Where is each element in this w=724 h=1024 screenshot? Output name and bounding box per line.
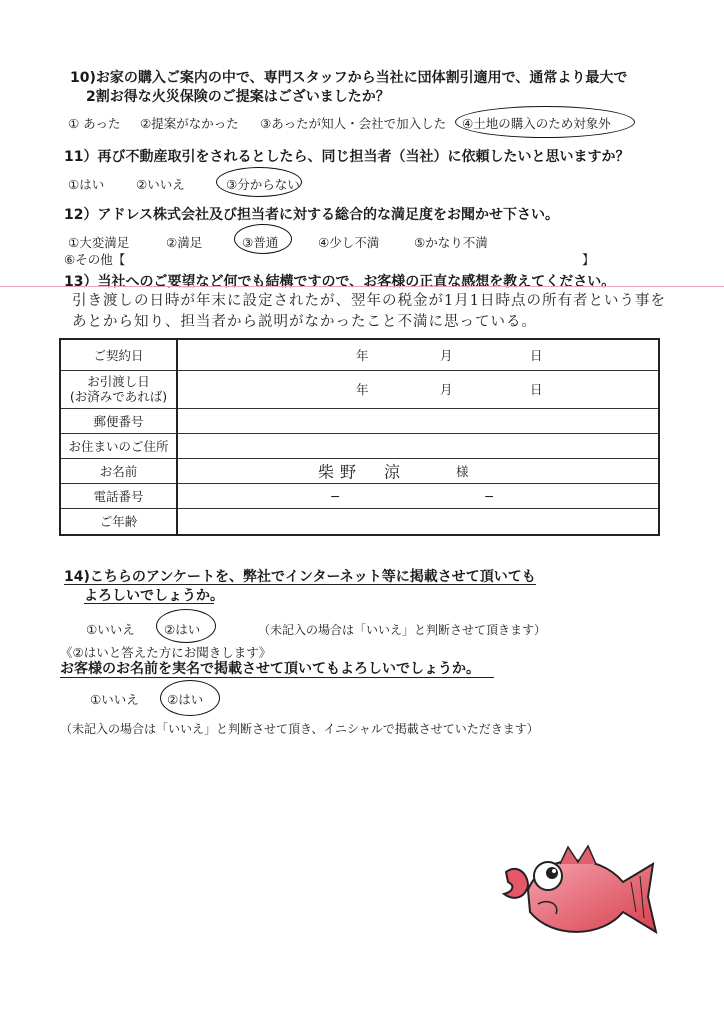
customer-info-table <box>59 338 660 536</box>
age-label: ご年齢 <box>60 508 177 535</box>
handover-date-label-line1: お引渡し日 <box>87 374 150 389</box>
address-label: お住まいのご住所 <box>60 433 177 458</box>
followup-heading: 《②はいと答えた方にお聞きします》 <box>60 645 272 660</box>
address-field[interactable] <box>177 433 659 458</box>
q11-option-2[interactable]: ②いいえ <box>136 177 185 192</box>
followup-selection-circle <box>160 680 220 716</box>
q13-question: 13）当社へのご要望など何でも結構ですので、お客様の正直な感想を教えてください。 <box>64 274 616 290</box>
q12-option-3[interactable]: ③普通 <box>242 235 279 250</box>
handover-date-label-line2: (お済みであれば) <box>69 389 168 404</box>
followup-note: （未記入の場合は「いいえ」と判断させて頂き、イニシャルで掲載させていただきます） <box>60 722 539 736</box>
q12-other-open: ⑥その他【 <box>64 252 126 267</box>
q14-option-yes[interactable]: ②はい <box>164 622 201 637</box>
phone-label: 電話番号 <box>60 483 177 508</box>
q13-answer-line2[interactable]: あとから知り、担当者から説明がなかったこと不満に思っている。 <box>72 314 537 330</box>
phone-field[interactable] <box>177 483 659 508</box>
name-label: お名前 <box>60 458 177 483</box>
q12-option-1[interactable]: ①大変満足 <box>68 235 130 250</box>
contract-date-label: ご契約日 <box>60 339 177 370</box>
q12-other-close: 】 <box>582 252 595 267</box>
table-row <box>60 433 659 458</box>
table-row <box>60 458 659 483</box>
year-label: 年 <box>356 382 369 397</box>
phone-dash-1: − <box>330 488 341 503</box>
q10-option-2[interactable]: ②提案がなかった <box>140 116 239 131</box>
followup-question: お客様のお名前を実名で掲載させて頂いてもよろしいでしょうか。 <box>60 661 480 677</box>
name-value: 柴野 涼 <box>318 462 407 481</box>
postal-code-label: 郵便番号 <box>60 408 177 433</box>
q10-question-line1: 10)お家の購入ご案内の中で、専門スタッフから当社に団体割引適用で、通常より最大で <box>70 70 628 86</box>
handover-date-label <box>60 370 177 408</box>
day-label: 日 <box>530 382 543 397</box>
q12-option-2[interactable]: ②満足 <box>166 235 203 250</box>
table-row <box>60 370 659 408</box>
q14-option-no[interactable]: ①いいえ <box>86 622 135 637</box>
q14-question-line1: 14)こちらのアンケートを、弊社でインターネット等に掲載させて頂いても <box>64 569 536 585</box>
q14-note: （未記入の場合は「いいえ」と判断させて頂きます） <box>258 623 547 637</box>
q12-selection-circle <box>234 224 292 254</box>
followup-option-yes[interactable]: ②はい <box>167 692 204 707</box>
q14-selection-circle <box>156 609 216 643</box>
margin-line <box>0 286 724 287</box>
sea-bream-fish-icon <box>498 842 658 942</box>
day-label: 日 <box>530 347 543 363</box>
month-label: 月 <box>440 347 453 363</box>
q14-underline-2 <box>84 603 214 604</box>
followup-option-no[interactable]: ①いいえ <box>90 692 139 707</box>
q10-option-4[interactable]: ④土地の購入のため対象外 <box>462 116 611 131</box>
table-row <box>60 508 659 535</box>
honorific-label: 様 <box>456 463 469 479</box>
q13-answer-line1[interactable]: 引き渡しの日時が年末に設定されたが、翌年の税金が1月1日時点の所有者という事を <box>72 293 666 309</box>
q12-option-5[interactable]: ⑤かなり不満 <box>414 235 488 250</box>
q11-selection-circle <box>216 167 302 197</box>
q12-option-4[interactable]: ④少し不満 <box>318 235 380 250</box>
q11-question: 11）再び不動産取引をされるとしたら、同じ担当者（当社）に依頼したいと思いますか？ <box>64 149 630 165</box>
year-label: 年 <box>356 347 369 363</box>
phone-dash-2: − <box>484 488 495 503</box>
q10-option-3[interactable]: ③あったが知人・会社で加入した <box>260 116 447 131</box>
handover-date-field[interactable] <box>177 370 659 408</box>
name-field[interactable] <box>177 458 659 483</box>
table-row <box>60 483 659 508</box>
age-field[interactable] <box>177 508 659 535</box>
q10-option-1[interactable]: ① あった <box>68 116 121 131</box>
table-row <box>60 339 659 370</box>
q10-question-line2: 2割お得な火災保険のご提案はございましたか？ <box>86 89 390 105</box>
table-row <box>60 408 659 433</box>
postal-code-field[interactable] <box>177 408 659 433</box>
followup-underline <box>60 677 494 678</box>
q11-option-3[interactable]: ③分からない <box>226 177 300 192</box>
q10-selection-circle <box>455 106 635 138</box>
contract-date-field[interactable] <box>177 339 659 370</box>
q14-question-line2: よろしいでしょうか。 <box>84 588 224 604</box>
month-label: 月 <box>440 382 453 397</box>
q12-question: 12）アドレス株式会社及び担当者に対する総合的な満足度をお聞かせ下さい。 <box>64 207 560 223</box>
q11-option-1[interactable]: ①はい <box>68 177 105 192</box>
